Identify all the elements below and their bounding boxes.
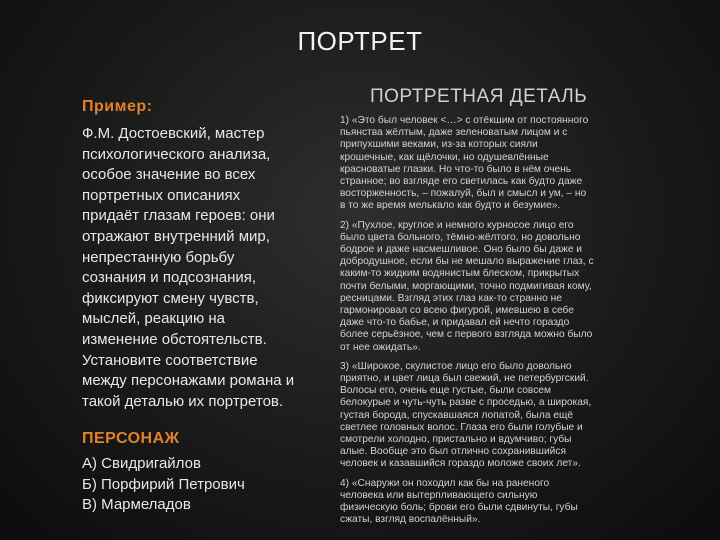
left-column: [82, 98, 337, 516]
detail-line: каким-то жидким водянистым блеском, прикрытых: [340, 268, 580, 280]
task-line: фиксируют смену чувств,: [82, 289, 259, 307]
task-line: Установите соответствие: [82, 351, 258, 369]
detail-line: в то же время мелькало как будто и безумие».: [340, 200, 561, 212]
task-line: особое значение во всех: [82, 166, 256, 184]
task-line: Ф.М. Достоевский, мастер: [82, 125, 265, 142]
detail-line: крошечные, как щёлочки, но одушевлённые: [340, 151, 549, 163]
detail-line: гармонировал со всею фигурой, имевшею в себе: [340, 305, 574, 317]
task-line: изменение обстоятельств.: [82, 330, 267, 348]
detail-line: пьянства жёлтым, даже зеленоватым лицом и с: [340, 127, 568, 139]
task-line: мыслей, реакцию на: [82, 310, 226, 328]
detail-line: даже что-то бабье, и придавал ей нечто гораздо: [340, 317, 570, 329]
character-item: Б) Порфирий Петрович: [82, 475, 245, 493]
detail-line: физическую боль; брови его были сдвинуты, губы: [340, 502, 578, 514]
detail-line: восторженность, – пожалуй, был и смысл и ум, – но: [340, 188, 587, 200]
character-item: В) Мармеладов: [82, 496, 191, 514]
detail-line: человек и казавшийся гораздо моложе своих лет».: [340, 458, 581, 470]
detail-line: почти белыми, моргающими, точно подмигивая кому,: [340, 280, 592, 292]
task-line: отражают внутренний мир,: [82, 227, 270, 245]
detail-line: алые. Вообще это был отлично сохранившийся: [340, 446, 566, 458]
portrait-detail-item: [340, 115, 690, 213]
task-line: придаёт глазам героев: они: [82, 207, 275, 225]
detail-line: ресницами. Взгляд этих глаз как-то странно не: [340, 292, 562, 304]
detail-line: человека или вытерпливающего сильную: [340, 489, 538, 501]
detail-line: бодрое и даже насмешливое. Оно было бы даже и: [340, 244, 583, 256]
characters-label: ПЕРСОНАЖ: [82, 430, 180, 448]
detail-line: 4) «Снаружи он походил как бы на раненого: [340, 477, 550, 489]
task-line: сознания и подсознания,: [82, 269, 257, 287]
slide-title: ПОРТРЕТ: [297, 26, 423, 56]
detail-line: приятно, и цвет лица был свежий, не петербургский.: [340, 373, 589, 385]
portrait-detail-item: [340, 361, 690, 471]
detail-line: сжаты, взгляд воспалённый».: [340, 514, 481, 526]
portrait-detail-item: [340, 478, 690, 527]
detail-line: Волосы его, очень еще густые, были совсем: [340, 385, 551, 397]
detail-line: смотрели холодно, пристально и вдумчиво; губы: [340, 434, 572, 446]
detail-line: 2) «Пухлое, круглое и немного курносое лицо его: [340, 219, 574, 231]
right-column: [340, 115, 690, 534]
detail-line: светлее головных волос. Глаза его были голубые и: [340, 421, 583, 433]
character-item: А) Свидригайлов: [82, 455, 201, 473]
detail-line: было цвета больного, тёмно-жёлтого, но довольно: [340, 231, 581, 243]
detail-line: 1) «Это был человек <…> с отёкшим от постоянного: [340, 115, 589, 126]
task-description: [82, 124, 337, 412]
detail-line: от нее ожидать».: [340, 341, 421, 353]
task-line: непрестанную борьбу: [82, 248, 235, 266]
detail-line: более серьёзное, чем с первого взгляда можно было: [340, 329, 593, 341]
task-line: портретных описаниях: [82, 186, 241, 204]
task-line: такой деталью их портретов.: [82, 392, 284, 410]
detail-line: добродушное, если бы не мешало выражение глаз, с: [340, 256, 594, 268]
detail-line: красноватые глазки. Но что-то было в нём очень: [340, 163, 572, 175]
detail-line: 3) «Широкое, скулистое лицо его было довольно: [340, 360, 572, 372]
detail-line: белокурые и чуть-чуть разве с проседью, а широкая,: [340, 397, 592, 409]
portrait-detail-title: ПОРТРЕТНАЯ ДЕТАЛЬ: [370, 86, 588, 107]
detail-line: странное; во взгляде его светилась как будто даже: [340, 176, 583, 188]
detail-line: припухшими веками, из-за которых сияли: [340, 139, 538, 151]
detail-line: густая борода, спускавшаяся лопатой, была ещё: [340, 409, 574, 421]
task-line: между персонажами романа и: [82, 372, 295, 390]
characters-list: [82, 454, 337, 516]
task-line: психологического анализа,: [82, 145, 271, 163]
portrait-detail-item: [340, 220, 690, 354]
example-label: Пример:: [82, 98, 153, 115]
